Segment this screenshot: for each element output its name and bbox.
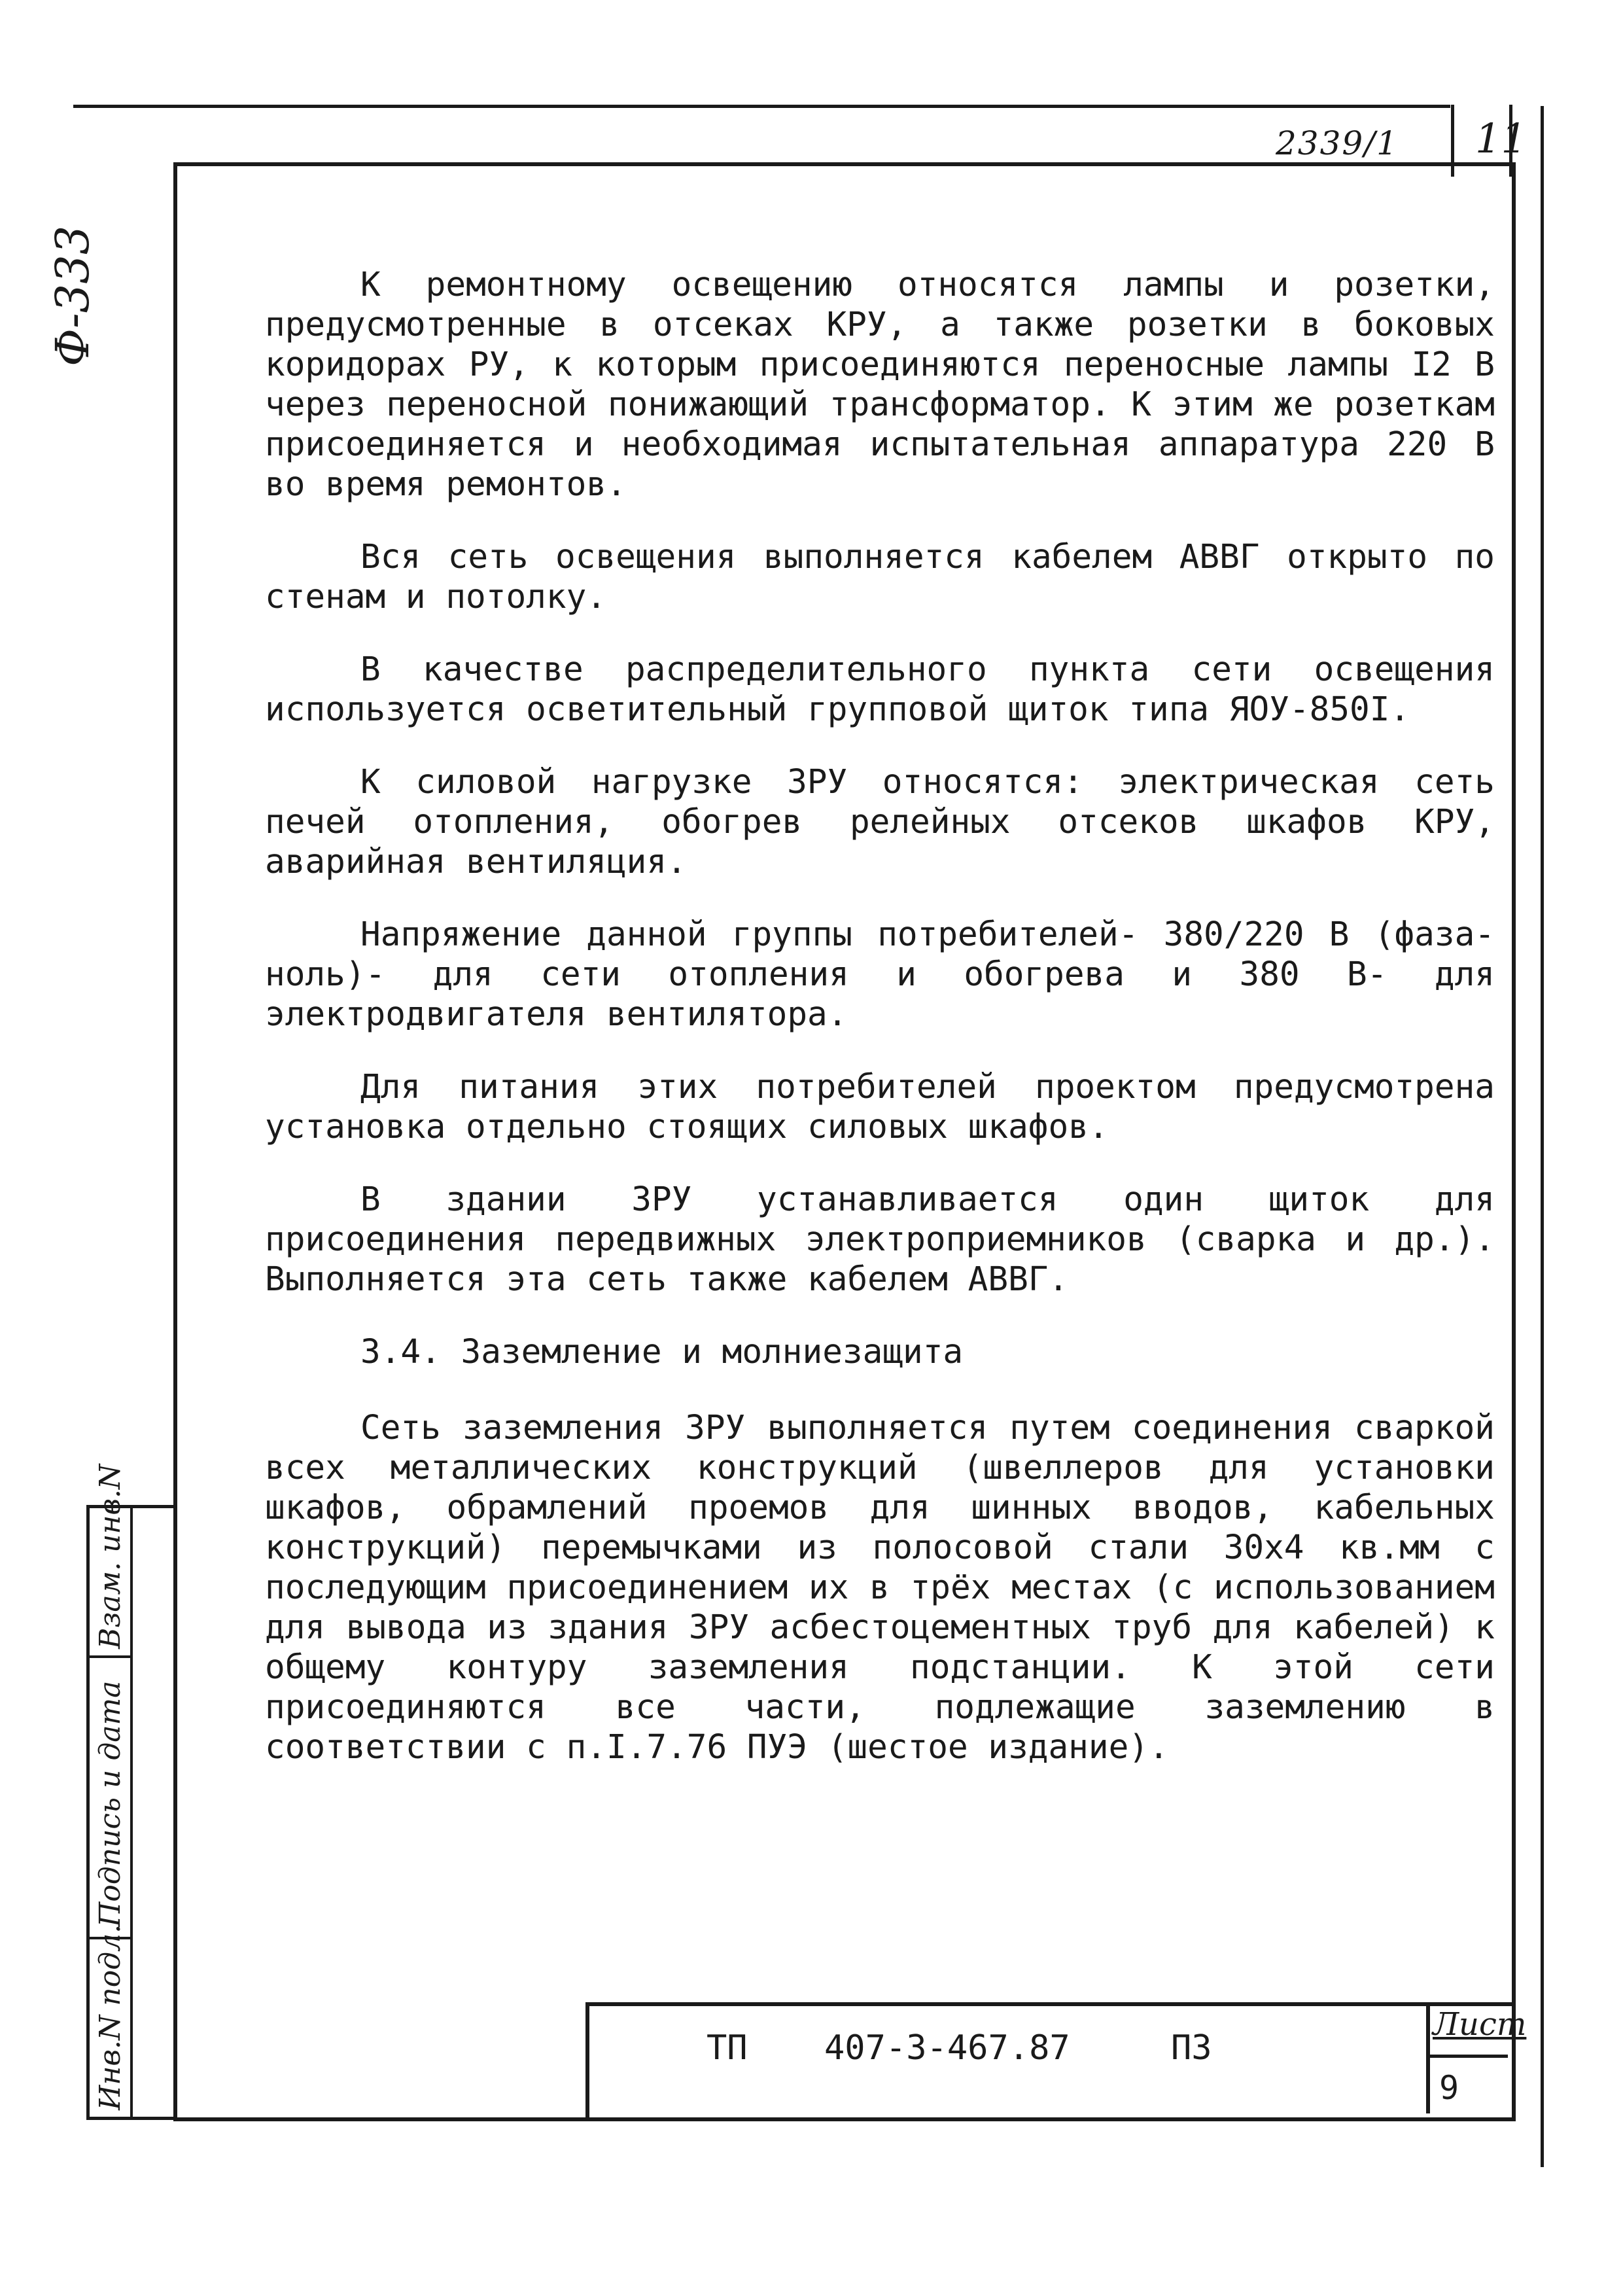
- stamp-signature-label: Подпись и дата: [94, 1680, 127, 1927]
- document-body: [265, 265, 1495, 1800]
- doc-type: ТП: [707, 2028, 748, 2068]
- section-paragraph: Сеть заземления ЗРУ выполняется путем соединения сваркой всех металлических конструкций (швеллеров для установки шкафов, обрамлений проемов для шинных вводов, кабельных конструкций) перемычками из полосовой стали 30х4 кв.мм с последующим присоединением их в трёх местах (с использованием для вывода из здания ЗРУ асбестоцементных труб для кабелей) к общему контуру заземления подстанции. К этой сети присоединяются все части, подлежащие заземлению в соответствии с п.I.7.76 ПУЭ (шестое издание).: [265, 1409, 1495, 1767]
- right-margin-line: [1541, 106, 1544, 2167]
- left-stamp: [86, 1464, 177, 2120]
- paragraph: К ремонтному освещению относятся лампы и розетки, предусмотренные в отсеках КРУ, а также розетки в боковых коридорах РУ, к которым присоединяются переносные лампы I2 В через переносной понижающий трансформатор. К этим же розеткам присоединяется и необходимая испытательная аппаратура 220 В во время ремонтов.: [265, 266, 1495, 504]
- section-heading: 3.4. Заземление и молниезащита: [360, 1333, 964, 1371]
- sheet-cell-divider: [1426, 2055, 1508, 2058]
- form-code: Ф-333: [46, 225, 99, 366]
- paragraph: В качестве распределительного пункта сети освещения используется осветительный групповой щиток типа ЯОУ-850I.: [265, 650, 1495, 729]
- paragraph: Для питания этих потребителей проектом предусмотрена установка отдельно стоящих силовых шкафов.: [265, 1068, 1495, 1146]
- doc-suffix: ПЗ: [1171, 2028, 1212, 2068]
- paragraph: К силовой нагрузке ЗРУ относятся: электрическая сеть печей отопления, обогрев релейных отсеков шкафов КРУ, аварийная вентиляция.: [265, 763, 1495, 881]
- sheet-label: Лист: [1433, 2006, 1527, 2043]
- paragraph: В здании ЗРУ устанавливается один щиток для присоединения передвижных электроприемников (сварка и др.). Выполняется эта сеть также кабелем АВВГ.: [265, 1180, 1495, 1299]
- paragraph: Напряжение данной группы потребителей- 380/220 В (фаза-ноль)- для сети отопления и обогрева и 380 В- для электродвигателя вентилятора.: [265, 915, 1495, 1034]
- corner-sheet-number: 11: [1475, 115, 1527, 162]
- paragraph: Вся сеть освещения выполняется кабелем АВВГ открыто по стенам и потолку.: [265, 538, 1495, 616]
- stamp-label-column: [90, 1464, 133, 2117]
- stamp-replaces-inv-label: Взам. инв.N: [94, 1464, 127, 1649]
- sheet-number: 9: [1439, 2069, 1459, 2107]
- stamp-inv-label: Инв.N подл.: [94, 1924, 127, 2110]
- doc-code: 407-3-467.87: [824, 2028, 1070, 2068]
- top-rule: [73, 105, 1450, 108]
- archive-number: 2339/1: [1276, 124, 1399, 162]
